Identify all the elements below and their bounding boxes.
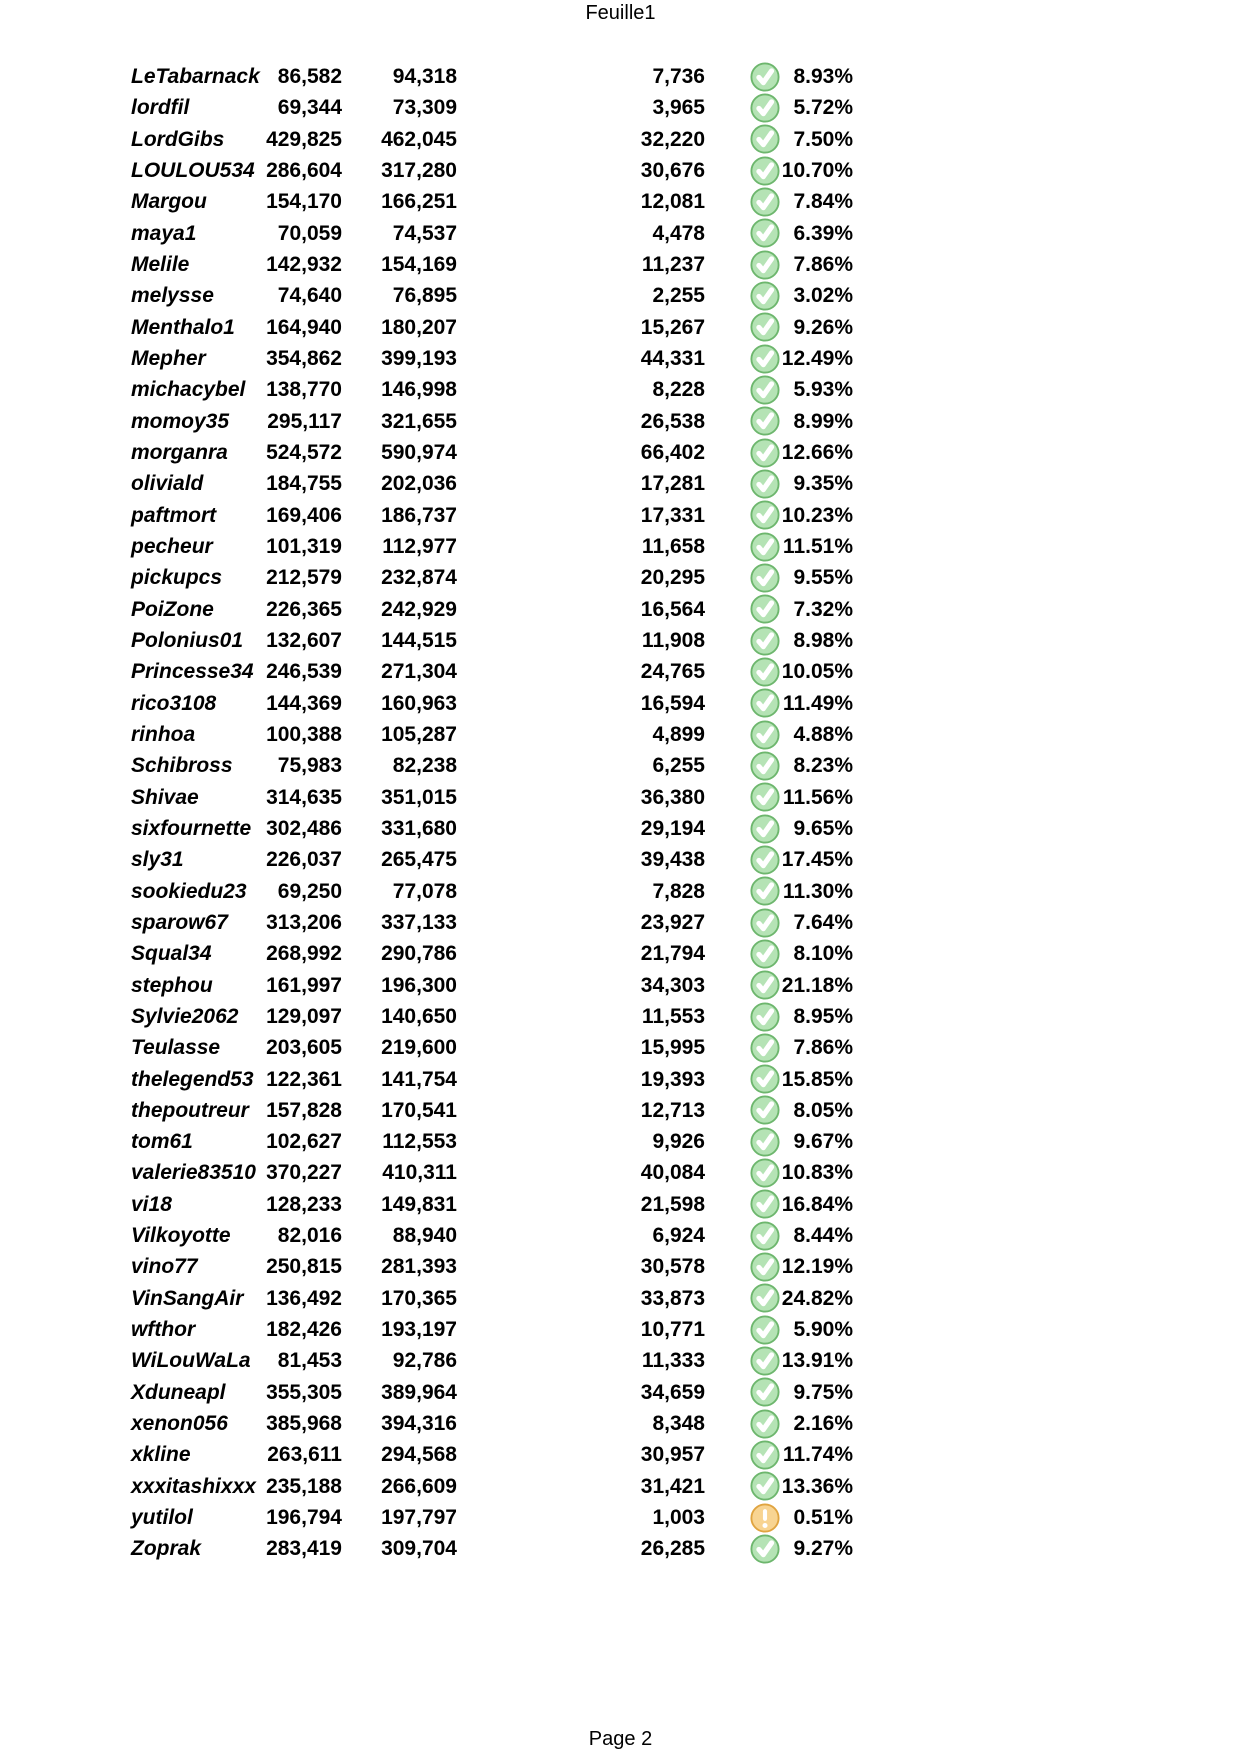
value-col3: 20,295 (640, 566, 705, 590)
player-name: Shivae (131, 785, 199, 809)
percentage-value: 16.84% (781, 1192, 853, 1216)
player-name: pickupcs (131, 566, 223, 590)
value-col1: 246,539 (266, 660, 342, 684)
value-col3: 26,285 (640, 1537, 705, 1561)
player-name: yutilol (131, 1506, 193, 1530)
value-col1: 154,170 (266, 190, 342, 214)
value-col3: 8,228 (652, 378, 705, 402)
percentage-value: 8.99% (793, 409, 853, 433)
value-col2: 202,036 (381, 472, 457, 496)
value-col2: 394,316 (381, 1412, 457, 1436)
value-col3: 17,331 (640, 503, 705, 527)
value-col3: 33,873 (640, 1286, 705, 1310)
value-col1: 302,486 (266, 816, 342, 840)
value-col3: 30,578 (640, 1255, 705, 1279)
value-col3: 21,598 (640, 1192, 705, 1216)
value-col1: 100,388 (266, 722, 342, 746)
percentage-value: 7.32% (793, 597, 853, 621)
percentage-value: 11.74% (782, 1443, 853, 1467)
value-col1: 81,453 (277, 1349, 342, 1373)
percentage-value: 5.72% (793, 96, 853, 120)
table-row (0, 782, 1241, 813)
table-row (0, 1439, 1241, 1470)
value-col2: 196,300 (381, 973, 457, 997)
player-name: rico3108 (131, 691, 217, 715)
value-col2: 271,304 (381, 660, 457, 684)
table-row (0, 1283, 1241, 1314)
value-col3: 24,765 (640, 660, 705, 684)
percentage-value: 9.35% (793, 472, 853, 496)
percentage-value: 10.05% (781, 660, 853, 684)
value-col1: 70,059 (277, 221, 342, 245)
player-name: thepoutreur (131, 1098, 249, 1122)
value-col2: 266,609 (381, 1474, 457, 1498)
value-col1: 313,206 (266, 910, 342, 934)
percentage-value: 9.75% (793, 1380, 853, 1404)
percentage-value: 12.19% (781, 1255, 853, 1279)
value-col3: 11,908 (641, 628, 705, 652)
percentage-value: 2.16% (793, 1412, 853, 1436)
value-col1: 212,579 (266, 566, 342, 590)
player-name: Princesse34 (131, 660, 254, 684)
value-col2: 141,754 (381, 1067, 457, 1091)
table-row (0, 970, 1241, 1001)
value-col1: 102,627 (266, 1130, 342, 1154)
value-col3: 10,771 (640, 1318, 705, 1342)
table-row (0, 1064, 1241, 1095)
percentage-value: 8.23% (793, 754, 853, 778)
player-name: vi18 (131, 1192, 172, 1216)
table-row (0, 343, 1241, 374)
table-row (0, 562, 1241, 593)
value-col2: 219,600 (381, 1036, 457, 1060)
player-name: xenon056 (131, 1412, 228, 1436)
player-name: wfthor (131, 1318, 196, 1342)
value-col1: 82,016 (277, 1224, 342, 1248)
value-col3: 29,194 (640, 816, 705, 840)
value-col3: 36,380 (640, 785, 705, 809)
value-col1: 128,233 (266, 1192, 342, 1216)
value-col2: 351,015 (381, 785, 457, 809)
percentage-value: 7.86% (793, 1036, 853, 1060)
table-row (0, 437, 1241, 468)
value-col2: 82,238 (392, 754, 457, 778)
value-col3: 6,924 (652, 1224, 705, 1248)
value-col2: 112,977 (382, 534, 457, 558)
table-row (0, 1533, 1241, 1564)
table-row (0, 92, 1241, 123)
player-name: Xduneapl (131, 1380, 226, 1404)
value-col3: 16,564 (640, 597, 705, 621)
percentage-value: 7.50% (793, 127, 853, 151)
percentage-value: 7.84% (793, 190, 853, 214)
value-col2: 105,287 (381, 722, 457, 746)
percentage-value: 21.18% (781, 973, 853, 997)
value-col3: 21,794 (640, 942, 705, 966)
value-col3: 30,676 (640, 158, 705, 182)
value-col1: 101,319 (266, 534, 342, 558)
player-name: oliviald (131, 472, 204, 496)
value-col2: 186,737 (381, 503, 457, 527)
sheet-title: Feuille1 (585, 2, 656, 24)
value-col3: 3,965 (652, 96, 705, 120)
value-col3: 17,281 (640, 472, 705, 496)
percentage-value: 8.95% (793, 1004, 853, 1028)
player-name: morganra (131, 440, 228, 464)
table-row (0, 750, 1241, 781)
player-name: PoiZone (131, 597, 214, 621)
value-col3: 66,402 (640, 440, 705, 464)
table-row (0, 844, 1241, 875)
player-name: sparow67 (131, 910, 228, 934)
percentage-value: 9.67% (793, 1130, 853, 1154)
percentage-value: 17.45% (781, 848, 853, 872)
value-col3: 30,957 (640, 1443, 705, 1467)
value-col3: 19,393 (640, 1067, 705, 1091)
table-row (0, 1157, 1241, 1188)
player-name: WiLouWaLa (131, 1349, 251, 1373)
value-col2: 290,786 (381, 942, 457, 966)
value-col2: 112,553 (382, 1130, 457, 1154)
player-name: sookiedu23 (131, 879, 247, 903)
table-row (0, 719, 1241, 750)
value-col3: 34,659 (640, 1380, 705, 1404)
player-name: tom61 (131, 1130, 193, 1154)
percentage-value: 13.36% (781, 1474, 853, 1498)
table-row (0, 280, 1241, 311)
value-col1: 164,940 (266, 315, 342, 339)
value-col2: 389,964 (381, 1380, 457, 1404)
value-col3: 11,333 (641, 1349, 705, 1373)
value-col2: 160,963 (381, 691, 457, 715)
value-col2: 149,831 (381, 1192, 457, 1216)
value-col2: 331,680 (381, 816, 457, 840)
value-col1: 286,604 (266, 158, 342, 182)
percentage-value: 7.64% (793, 910, 853, 934)
player-name: sixfournette (131, 816, 252, 840)
value-col3: 1,003 (652, 1506, 705, 1530)
player-name: VinSangAir (131, 1286, 244, 1310)
value-col1: 250,815 (266, 1255, 342, 1279)
player-name: valerie83510 (131, 1161, 256, 1185)
table-row (0, 531, 1241, 562)
percentage-value: 8.98% (793, 628, 853, 652)
table-row (0, 155, 1241, 186)
value-col3: 11,553 (641, 1004, 705, 1028)
table-row (0, 656, 1241, 687)
value-col2: 281,393 (381, 1255, 457, 1279)
percentage-value: 8.93% (793, 65, 853, 88)
player-name: Margou (131, 190, 207, 214)
percentage-value: 9.27% (793, 1537, 853, 1561)
table-row (0, 406, 1241, 437)
table-row (0, 249, 1241, 280)
player-name: melysse (131, 284, 214, 308)
value-col3: 8,348 (652, 1412, 705, 1436)
value-col1: 385,968 (266, 1412, 342, 1436)
value-col1: 142,932 (266, 252, 342, 276)
value-col1: 429,825 (266, 127, 342, 151)
table-row (0, 186, 1241, 217)
percentage-value: 11.56% (782, 785, 853, 809)
table-row (0, 1251, 1241, 1282)
value-col2: 144,515 (381, 628, 457, 652)
value-col1: 169,406 (266, 503, 342, 527)
value-col1: 86,582 (277, 65, 342, 88)
value-col3: 23,927 (640, 910, 705, 934)
percentage-value: 8.05% (793, 1098, 853, 1122)
value-col1: 138,770 (266, 378, 342, 402)
value-col1: 314,635 (266, 785, 342, 809)
value-col3: 2,255 (652, 284, 705, 308)
value-col2: 309,704 (381, 1537, 457, 1561)
value-col2: 170,541 (381, 1098, 457, 1122)
percentage-value: 11.51% (782, 534, 853, 558)
value-col3: 12,713 (640, 1098, 705, 1122)
table-row (0, 1095, 1241, 1126)
value-col1: 263,611 (267, 1443, 342, 1467)
percentage-value: 5.93% (793, 378, 853, 402)
value-col1: 226,365 (266, 597, 342, 621)
value-col2: 166,251 (381, 190, 457, 214)
player-name: xkline (131, 1443, 191, 1467)
table-row (0, 907, 1241, 938)
percentage-value: 10.83% (781, 1161, 853, 1185)
player-name: Menthalo1 (131, 315, 235, 339)
player-name: lordfil (131, 96, 190, 120)
value-col1: 69,344 (277, 96, 342, 120)
player-name: Zoprak (131, 1537, 202, 1561)
value-col2: 92,786 (392, 1349, 457, 1373)
value-col1: 196,794 (266, 1506, 342, 1530)
percentage-value: 9.26% (793, 315, 853, 339)
data-table (0, 61, 1241, 1565)
percentage-value: 8.10% (793, 942, 853, 966)
value-col2: 410,311 (382, 1161, 457, 1185)
value-col1: 157,828 (266, 1098, 342, 1122)
value-col2: 399,193 (381, 346, 457, 370)
value-col3: 11,658 (641, 534, 705, 558)
player-name: momoy35 (131, 409, 230, 433)
table-row (0, 1032, 1241, 1063)
value-col1: 524,572 (266, 440, 342, 464)
value-col2: 154,169 (381, 252, 457, 276)
percentage-value: 12.66% (781, 440, 853, 464)
value-col3: 4,478 (652, 221, 705, 245)
table-row (0, 938, 1241, 969)
value-col2: 193,197 (381, 1318, 457, 1342)
table-row (0, 218, 1241, 249)
value-col1: 268,992 (266, 942, 342, 966)
player-name: pecheur (131, 534, 213, 558)
percentage-value: 7.86% (793, 252, 853, 276)
table-row (0, 1408, 1241, 1439)
player-name: LeTabarnack (131, 65, 260, 88)
value-col3: 15,267 (640, 315, 705, 339)
percentage-value: 10.23% (781, 503, 853, 527)
percentage-value: 3.02% (793, 284, 853, 308)
percentage-value: 0.51% (793, 1506, 853, 1530)
table-row (0, 500, 1241, 531)
value-col2: 94,318 (392, 65, 457, 88)
value-col1: 144,369 (266, 691, 342, 715)
value-col2: 73,309 (392, 96, 457, 120)
percentage-value: 9.65% (793, 816, 853, 840)
value-col1: 69,250 (277, 879, 342, 903)
percentage-value: 4.88% (793, 722, 853, 746)
table-row (0, 1502, 1241, 1533)
player-name: rinhoa (131, 722, 196, 746)
table-row (0, 1345, 1241, 1376)
player-name: paftmort (131, 503, 217, 527)
player-name: sly31 (131, 848, 184, 872)
value-col3: 39,438 (640, 848, 705, 872)
table-row (0, 688, 1241, 719)
percentage-value: 13.91% (781, 1349, 853, 1373)
value-col1: 74,640 (277, 284, 342, 308)
player-name: michacybel (131, 378, 246, 402)
percentage-value: 5.90% (793, 1318, 853, 1342)
table-row (0, 1126, 1241, 1157)
percentage-value: 11.30% (782, 879, 853, 903)
value-col3: 9,926 (652, 1130, 705, 1154)
value-col2: 462,045 (381, 127, 457, 151)
value-col1: 226,037 (266, 848, 342, 872)
value-col2: 337,133 (381, 910, 457, 934)
value-col1: 182,426 (266, 1318, 342, 1342)
value-col2: 140,650 (381, 1004, 457, 1028)
player-name: xxxitashixxx (131, 1474, 256, 1498)
percentage-value: 8.44% (793, 1224, 853, 1248)
player-name: Mepher (131, 346, 206, 370)
value-col1: 295,117 (267, 409, 342, 433)
player-name: Sylvie2062 (131, 1004, 239, 1028)
table-row (0, 625, 1241, 656)
value-col2: 170,365 (381, 1286, 457, 1310)
player-name: maya1 (131, 221, 197, 245)
value-col2: 321,655 (381, 409, 457, 433)
value-col2: 77,078 (392, 879, 457, 903)
value-col2: 88,940 (392, 1224, 457, 1248)
value-col2: 180,207 (381, 315, 457, 339)
percentage-value: 11.49% (782, 691, 853, 715)
percentage-value: 15.85% (781, 1067, 853, 1091)
value-col3: 12,081 (640, 190, 705, 214)
table-row (0, 876, 1241, 907)
value-col3: 4,899 (652, 722, 705, 746)
value-col1: 132,607 (266, 628, 342, 652)
value-col2: 265,475 (381, 848, 457, 872)
value-col1: 184,755 (266, 472, 342, 496)
table-row (0, 1001, 1241, 1032)
value-col3: 34,303 (640, 973, 705, 997)
percentage-value: 9.55% (793, 566, 853, 590)
table-row (0, 1471, 1241, 1502)
value-col2: 242,929 (381, 597, 457, 621)
player-name: Vilkoyotte (131, 1224, 231, 1248)
value-col1: 122,361 (266, 1067, 342, 1091)
percentage-value: 10.70% (781, 158, 853, 182)
value-col3: 40,084 (640, 1161, 705, 1185)
player-name: LordGibs (131, 127, 225, 151)
player-name: LOULOU534 (131, 158, 255, 182)
player-name: stephou (131, 973, 213, 997)
table-row (0, 1220, 1241, 1251)
value-col1: 354,862 (266, 346, 342, 370)
table-row (0, 374, 1241, 405)
table-row (0, 594, 1241, 625)
table-row (0, 813, 1241, 844)
value-col3: 32,220 (640, 127, 705, 151)
player-name: Melile (131, 252, 190, 276)
value-col2: 232,874 (381, 566, 457, 590)
value-col2: 146,998 (381, 378, 457, 402)
table-row (0, 124, 1241, 155)
table-row (0, 61, 1241, 92)
table-row (0, 1189, 1241, 1220)
table-row (0, 1314, 1241, 1345)
player-name: Squal34 (131, 942, 212, 966)
value-col2: 74,537 (392, 221, 457, 245)
value-col1: 203,605 (266, 1036, 342, 1060)
percentage-value: 12.49% (781, 346, 853, 370)
value-col1: 370,227 (266, 1161, 342, 1185)
percentage-value: 6.39% (793, 221, 853, 245)
value-col3: 7,736 (652, 65, 705, 88)
value-col3: 11,237 (641, 252, 705, 276)
value-col1: 161,997 (266, 973, 342, 997)
value-col2: 317,280 (381, 158, 457, 182)
table-row (0, 312, 1241, 343)
value-col1: 355,305 (266, 1380, 342, 1404)
value-col1: 129,097 (266, 1004, 342, 1028)
value-col3: 15,995 (640, 1036, 705, 1060)
value-col2: 294,568 (381, 1443, 457, 1467)
value-col2: 197,797 (381, 1506, 457, 1530)
page-number: Page 2 (588, 1728, 653, 1750)
value-col3: 6,255 (652, 754, 705, 778)
value-col3: 26,538 (640, 409, 705, 433)
player-name: vino77 (131, 1255, 198, 1279)
table-row (0, 468, 1241, 499)
value-col3: 16,594 (640, 691, 705, 715)
value-col3: 7,828 (652, 879, 705, 903)
value-col3: 31,421 (640, 1474, 705, 1498)
table-row (0, 1377, 1241, 1408)
value-col1: 283,419 (266, 1537, 342, 1561)
player-name: Polonius01 (131, 628, 244, 652)
value-col1: 235,188 (266, 1474, 342, 1498)
value-col3: 44,331 (640, 346, 705, 370)
value-col2: 76,895 (392, 284, 457, 308)
player-name: thelegend53 (131, 1067, 254, 1091)
value-col1: 136,492 (266, 1286, 342, 1310)
value-col1: 75,983 (277, 754, 342, 778)
value-col2: 590,974 (381, 440, 457, 464)
player-name: Schibross (131, 754, 233, 778)
player-name: Teulasse (131, 1036, 221, 1060)
percentage-value: 24.82% (781, 1286, 853, 1310)
